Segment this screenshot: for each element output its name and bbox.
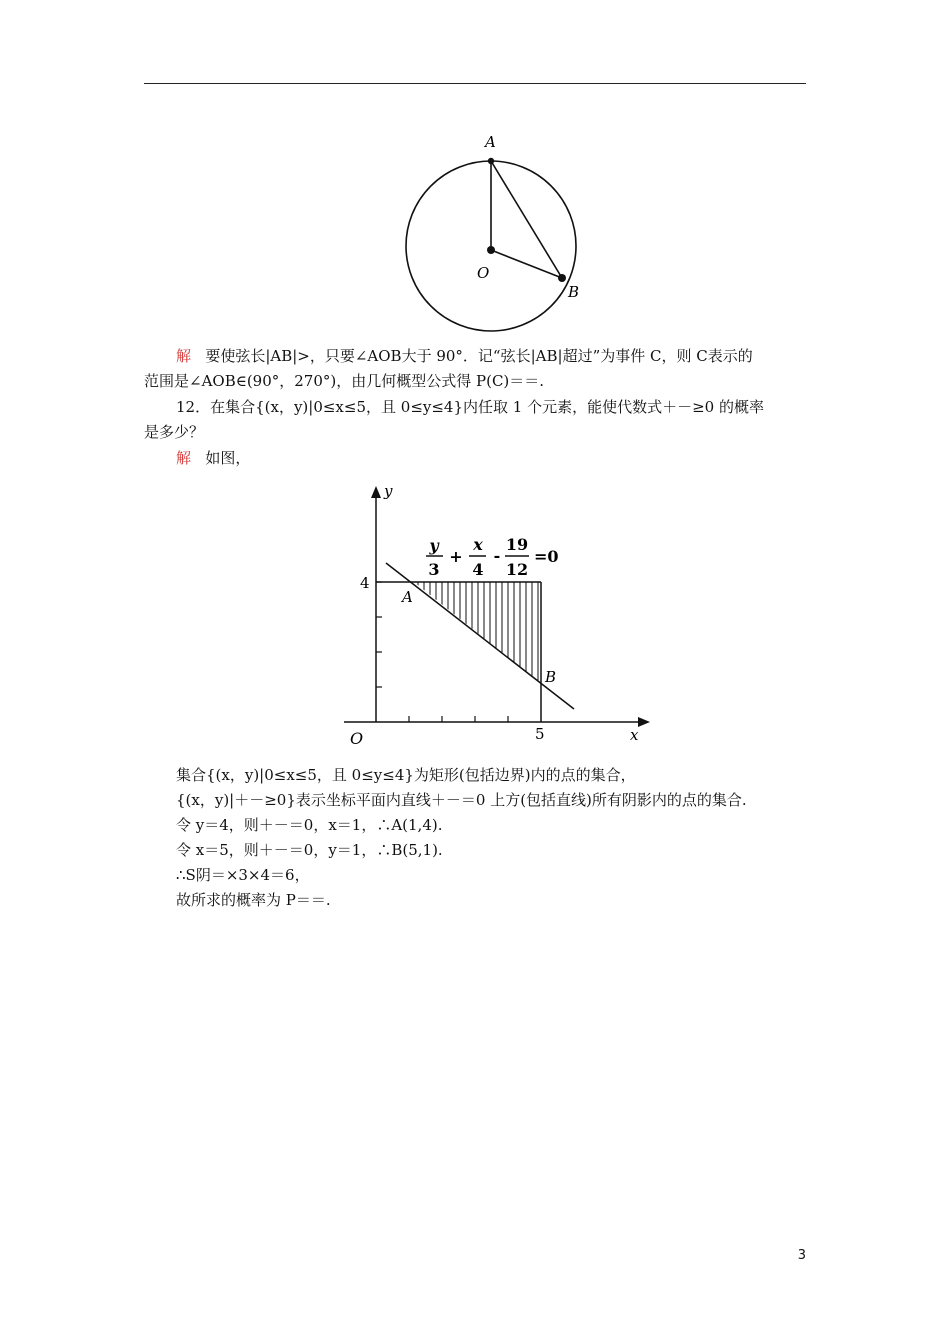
x-axis-label: x: [630, 726, 639, 744]
solution1-line1: [176, 346, 753, 366]
eq-minus: -: [493, 546, 501, 565]
region-graph: [340, 478, 660, 750]
eq-3: 3: [428, 560, 440, 579]
problem12-line1: 12．在集合{(x，y)|0≤x≤5，且 0≤y≤4}内任取 1 个元素，能使代数式＋－≥0 的概率: [176, 398, 764, 416]
point-a-dot: [488, 158, 494, 164]
problem12-line2: 是多少？: [144, 423, 205, 441]
eq-plus: +: [449, 547, 463, 566]
label-a: A: [485, 133, 496, 151]
eq-y: y: [429, 536, 439, 555]
body-line-3: 令 y＝4，则＋－＝0，x＝1，∴A(1,4).: [176, 816, 443, 834]
origin-label: O: [350, 729, 364, 748]
body-line-4: 令 x＝5，则＋－＝0，y＝1，∴B(5,1).: [176, 841, 443, 859]
tick-label-x5: 5: [535, 725, 545, 743]
header-rule: [144, 83, 806, 84]
x-ticks: [409, 716, 508, 722]
chord-ab: [491, 161, 562, 278]
tick-label-y4: 4: [360, 574, 370, 592]
solution1-line2: 范围是∠AOB∈(90°，270°)，由几何概型公式得 P(C)＝＝.: [144, 372, 545, 390]
eq-x: x: [473, 535, 483, 554]
y-axis-label: y: [384, 482, 393, 500]
point-a-label: A: [402, 588, 413, 606]
body-line-6: 故所求的概率为 P＝＝.: [176, 891, 331, 909]
eq-19: 19: [505, 535, 529, 554]
center-o-dot: [487, 246, 495, 254]
body-line-1: 集合{(x，y)|0≤x≤5，且 0≤y≤4}为矩形(包括边界)内的点的集合，: [176, 766, 636, 784]
page-number: 3: [797, 1248, 806, 1263]
solution2-intro: 如图，: [205, 449, 251, 467]
point-b-label: B: [545, 668, 557, 686]
solution1-text1: 要使弦长|AB|>，只要∠AOB大于 90°．记“弦长|AB|超过”为事件 C，则 C表示的: [205, 347, 753, 365]
eq-12: 12: [505, 560, 529, 579]
x-axis-arrow: [638, 717, 650, 727]
solution2-intro-line: [176, 448, 250, 468]
boundary-line: [386, 563, 574, 709]
body-line-2: {(x，y)|＋－≥0}表示坐标平面内直线＋－＝0 上方(包括直线)所有阴影内的点的集合.: [176, 791, 747, 809]
eq-tail: =0: [534, 547, 559, 566]
y-axis-arrow: [371, 486, 381, 498]
y-ticks: [376, 582, 382, 687]
point-b-dot: [558, 274, 566, 282]
label-b: B: [568, 283, 580, 301]
eq-4: 4: [472, 560, 484, 579]
label-o: O: [477, 264, 490, 282]
circle-figure: [395, 125, 595, 340]
shaded-region: [418, 578, 538, 688]
line-equation: [426, 535, 559, 579]
solution1-tag: 解: [176, 347, 192, 365]
solution2-tag: 解: [176, 449, 192, 467]
radius-ob: [491, 250, 562, 278]
body-line-5: ∴S阴＝×3×4＝6，: [176, 866, 310, 884]
